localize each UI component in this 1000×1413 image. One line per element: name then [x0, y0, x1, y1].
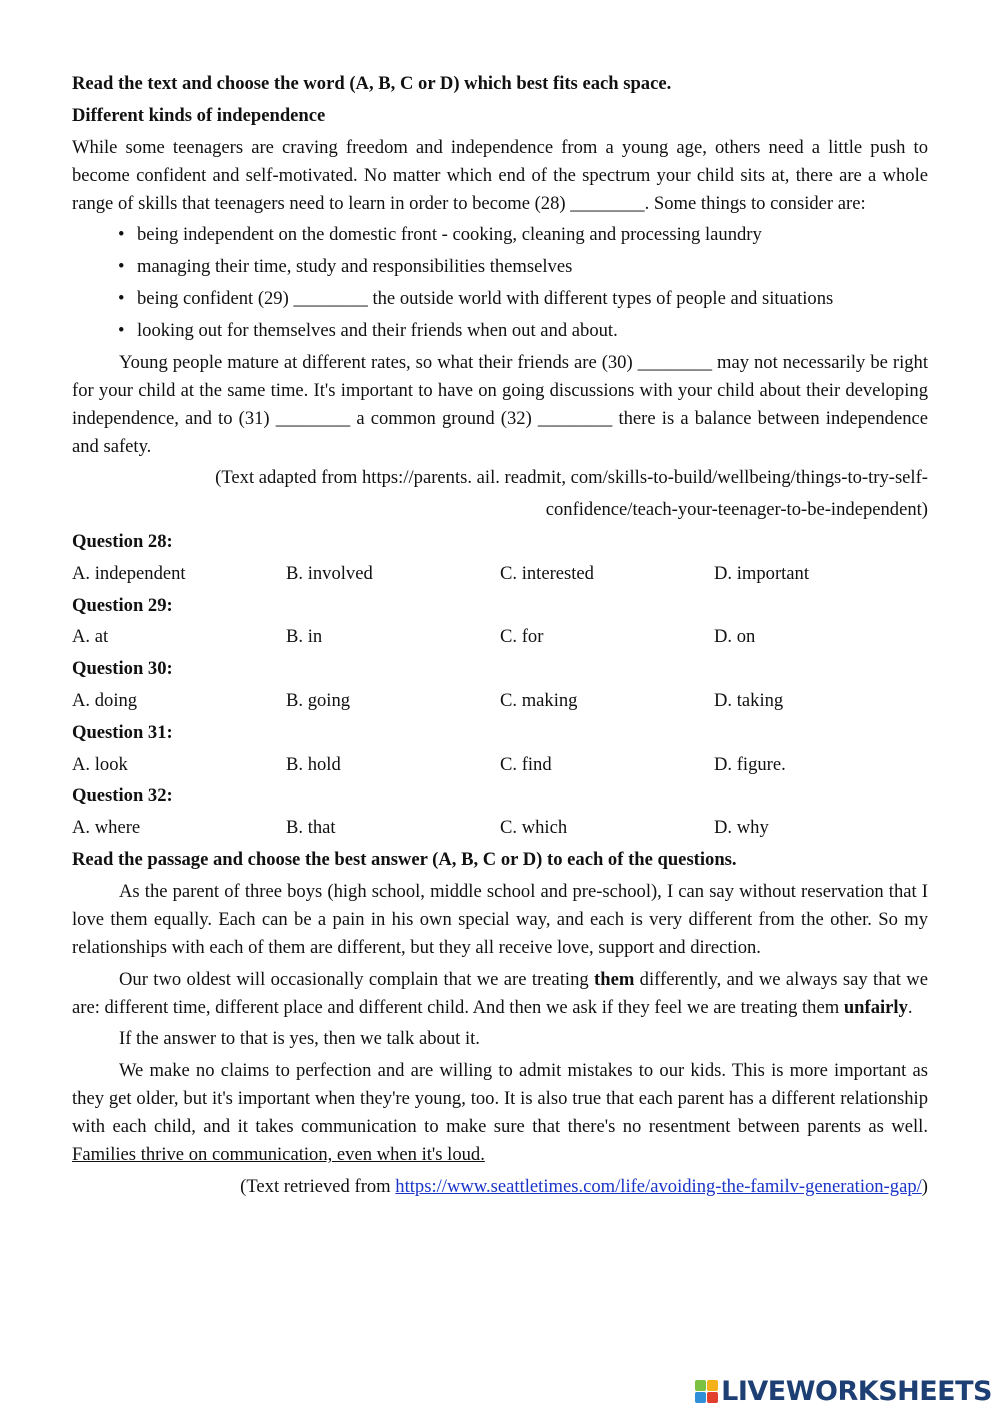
section1-instruction: Read the text and choose the word (A, B, C or D) which best fits each space. — [72, 73, 672, 94]
answer-option[interactable]: C. making — [500, 689, 578, 711]
answer-option[interactable]: C. for — [500, 626, 544, 648]
section2-instruction: Read the passage and choose the best answer (A, B, C or D) to each of the questions. — [72, 848, 737, 870]
skills-list — [72, 221, 928, 344]
question-label: Question 30: — [72, 658, 173, 680]
answer-option[interactable]: B. going — [286, 689, 351, 711]
source-citation: (Text retrieved from https://www.seattletimes.com/life/avoiding-the-familv-generation-gap/) — [240, 1175, 928, 1197]
question-label: Question 29: — [72, 594, 173, 616]
answer-option[interactable]: D. taking — [714, 689, 784, 711]
underlined-sentence: Families thrive on communication, even when it's loud. — [72, 1144, 485, 1166]
question-options — [72, 623, 928, 651]
answer-option[interactable]: A. independent — [72, 562, 186, 584]
passage1-paragraph1: While some teenagers are craving freedom and independence from a young age, others need a little push to become confident and self-motivated. No matter which end of the spectrum your child sits at, there are a whole range of skills that teenagers need to learn in order to become (28) ________. Some things to consider are: — [72, 136, 928, 214]
passage2-paragraph2: Our two oldest will occasionally complain that we are treating them differently, and we always say that we are: different time, different place and different child. And then we ask if they feel we are treating them unfairly. — [72, 968, 928, 1018]
logo-text: LIVEWORKSHEETS — [721, 1376, 992, 1407]
answer-option[interactable]: C. which — [500, 817, 568, 839]
question-options — [72, 687, 928, 715]
liveworksheets-logo — [695, 1376, 992, 1407]
list-item: • being confident (29) ________ the outside world with different types of people and situations — [118, 287, 834, 309]
passage1-paragraph2: Young people mature at different rates, so what their friends are (30) ________ may not necessarily be right for your child at the same time. It's important to have on going discussions with your child about their developing independence, and to (31) ________ a common ground (32) ________ there is a balance between independence and safety. — [72, 351, 928, 457]
answer-option[interactable]: A. doing — [72, 689, 138, 711]
answer-option[interactable]: C. find — [500, 753, 552, 775]
highlight-unfairly: unfairly — [843, 996, 908, 1018]
source-link[interactable]: https://www.seattletimes.com/life/avoiding-the-familv-generation-gap/ — [395, 1175, 922, 1197]
answer-option[interactable]: D. figure. — [714, 753, 786, 775]
question-label: Question 28: — [72, 530, 173, 552]
answer-option[interactable]: C. interested — [500, 562, 594, 584]
citation-line1: (Text adapted from https://parents. ail. readmit, com/skills-to-build/wellbeing/things-to-try-self- — [215, 467, 928, 489]
list-item: • managing their time, study and responsibilities themselves — [118, 256, 573, 278]
answer-option[interactable]: A. look — [72, 753, 128, 775]
answer-option[interactable]: B. in — [286, 626, 323, 648]
answer-option[interactable]: B. involved — [286, 562, 373, 584]
citation-line2: confidence/teach-your-teenager-to-be-independent) — [545, 499, 928, 521]
passage2-paragraph1: As the parent of three boys (high school, middle school and pre-school), I can say without reservation that I love them equally. Each can be a pain in his own special way, and each is very different from the other. So my relationships with each of them are different, but they all receive love, support and direction. — [72, 880, 928, 958]
highlight-them: them — [594, 968, 635, 990]
answer-option[interactable]: D. important — [714, 562, 810, 584]
question-options — [72, 751, 928, 779]
answer-option[interactable]: A. where — [72, 817, 141, 839]
answer-option[interactable]: B. that — [286, 817, 336, 839]
list-item: • being independent on the domestic front - cooking, cleaning and processing laundry — [118, 224, 762, 246]
question-options — [72, 560, 928, 588]
question-label: Question 32: — [72, 785, 173, 807]
answer-option[interactable]: A. at — [72, 626, 109, 648]
answer-option[interactable]: B. hold — [286, 753, 341, 775]
list-item: • looking out for themselves and their friends when out and about. — [118, 319, 618, 341]
passage2-paragraph3: If the answer to that is yes, then we talk about it. — [119, 1028, 480, 1050]
question-options — [72, 814, 928, 842]
questions-list — [72, 528, 928, 842]
worksheet-page — [72, 70, 928, 1205]
answer-option[interactable]: D. on — [714, 626, 756, 648]
live-badge-icon — [695, 1380, 718, 1403]
answer-option[interactable]: D. why — [714, 817, 769, 839]
question-label: Question 31: — [72, 721, 173, 743]
passage2-paragraph4: We make no claims to perfection and are willing to admit mistakes to our kids. This is more important as they get older, but it's important when they're young, too. It is also true that each parent has a different relationship with each child, and it takes communication to make sure that there's no resentment between parents as well. Families thrive on communication, even when it's loud. — [72, 1060, 928, 1166]
passage-title: Different kinds of independence — [72, 104, 326, 126]
